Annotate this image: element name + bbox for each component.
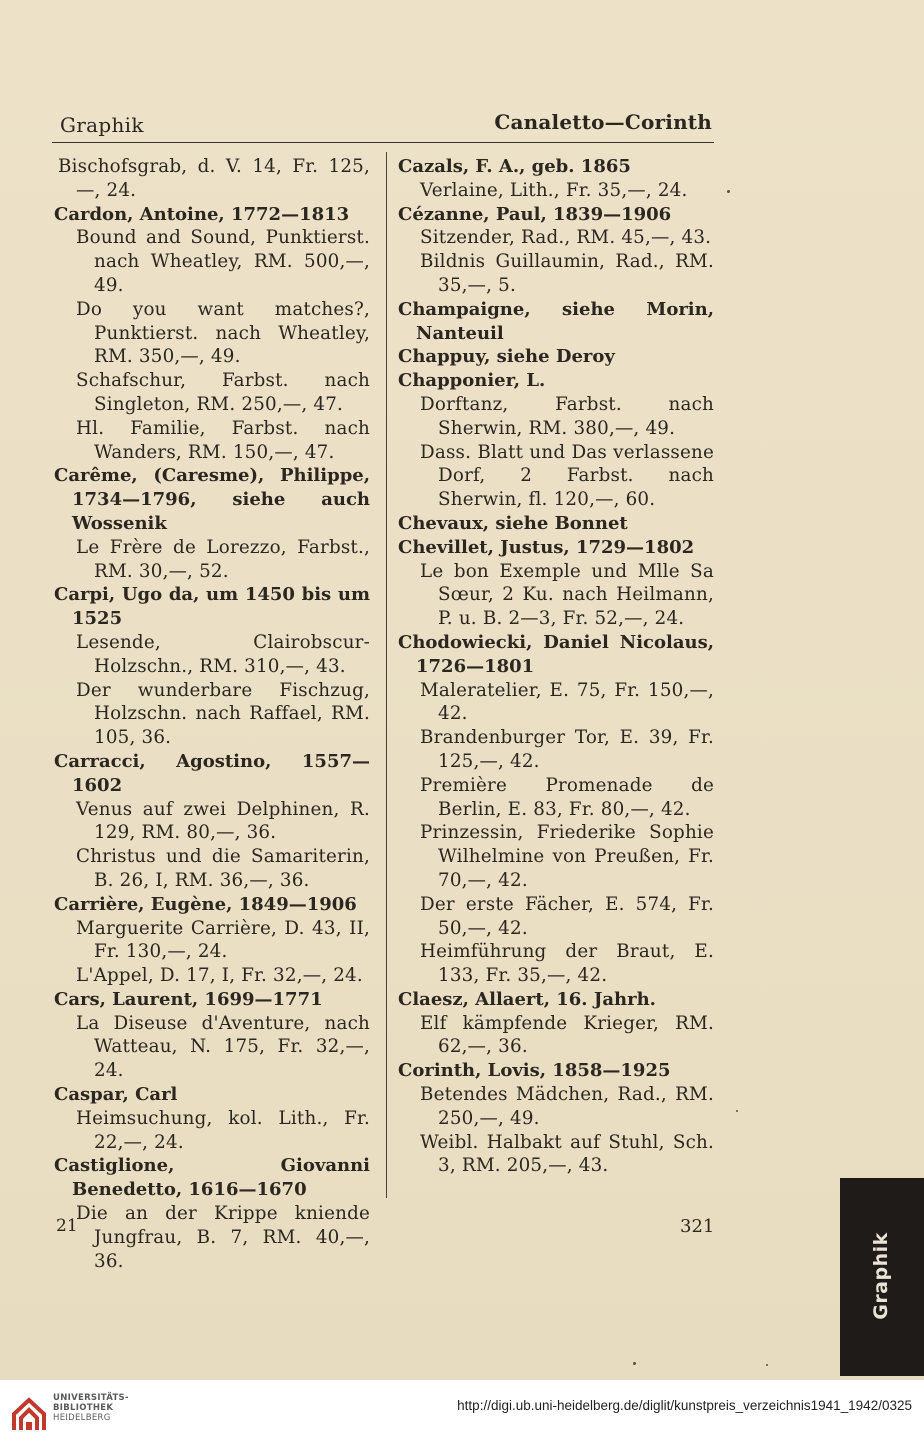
artist-heading: Carracci, Agostino, 1557—1602: [54, 750, 370, 796]
artwork-item: Lesende, Clairobscur-Holzschn., RM. 310,—, 43.: [76, 631, 370, 677]
page-number: 321: [680, 1216, 715, 1237]
thumb-index-label: Graphik: [870, 1232, 892, 1320]
left-column: [54, 155, 370, 1273]
artwork-item: Die an der Krippe kniende Jungfrau, B. 7, RM. 40,—, 36.: [76, 1203, 370, 1272]
artwork-item: Verlaine, Lith., Fr. 35,—, 24.: [420, 179, 688, 201]
artist-heading: Chappuy, siehe Deroy: [398, 346, 615, 368]
artwork-item: Prinzessin, Friederike Sophie Wilhelmine von Preußen, Fr. 70,—, 42.: [420, 822, 714, 891]
artist-heading: Corinth, Lovis, 1858—1925: [398, 1060, 671, 1082]
artwork-item: Sitzender, Rad., RM. 45,—, 43.: [420, 227, 712, 249]
artist-heading: Chevillet, Justus, 1729—1802: [398, 536, 695, 558]
running-head-section: Graphik: [60, 113, 144, 137]
artwork-item: Première Promenade de Berlin, E. 83, Fr. 80,—, 42.: [420, 774, 714, 820]
artwork-item: Maleratelier, E. 75, Fr. 150,—, 42.: [420, 679, 714, 725]
continued-item: Bischofsgrab, d. V. 14, Fr. 125,—, 24.: [58, 156, 370, 201]
signature-mark: 21: [56, 1216, 78, 1236]
scan-speck: [633, 1362, 636, 1365]
column-divider: [386, 152, 387, 1198]
artwork-item: Do you want matches?, Punktierst. nach Wheatley, RM. 350,—, 49.: [76, 298, 370, 368]
artwork-item: Bound and Sound, Punktierst. nach Wheatley, RM. 500,—, 49.: [76, 227, 370, 296]
right-column: [398, 155, 714, 1178]
artwork-item: Elf kämpfende Krieger, RM. 62,—, 36.: [420, 1012, 714, 1058]
library-name-line2: BIBLIOTHEK: [53, 1403, 114, 1413]
artwork-item: Bildnis Guillaumin, Rad., RM. 35,—, 5.: [420, 251, 714, 296]
artwork-item: Weibl. Halbakt auf Stuhl, Sch. 3, RM. 205,—, 43.: [420, 1131, 714, 1177]
artist-heading: Chapponier, L.: [398, 370, 546, 392]
artwork-item: Schafschur, Farbst. nach Singleton, RM. 250,—, 47.: [76, 370, 370, 415]
artwork-item: Heimsuchung, kol. Lith., Fr. 22,—, 24.: [76, 1107, 370, 1153]
permalink-url[interactable]: http://digi.ub.uni-heidelberg.de/diglit/kunstpreis_verzeichnis1941_1942/0325: [457, 1398, 912, 1413]
artist-heading: Carême, (Caresme), Philippe, 1734—1796, siehe auch Wossenik: [54, 465, 370, 534]
scan-speck: [766, 1364, 768, 1366]
running-head-range: Canaletto—Corinth: [494, 110, 712, 134]
library-name[interactable]: [53, 1393, 129, 1423]
artist-heading: Cars, Laurent, 1699—1771: [54, 988, 323, 1010]
artist-heading: Castiglione, Giovanni Benedetto, 1616—1670: [54, 1155, 370, 1201]
scan-speck: [736, 1110, 738, 1112]
artwork-item: Der erste Fächer, E. 574, Fr. 50,—, 42.: [420, 893, 714, 939]
scan-speck: [727, 190, 730, 193]
library-name-line1: UNIVERSITÄTS-: [53, 1393, 129, 1403]
artwork-item: Hl. Familie, Farbst. nach Wanders, RM. 150,—, 47.: [76, 417, 370, 463]
header-rule: [52, 142, 714, 143]
artwork-item: L'Appel, D. 17, I, Fr. 32,—, 24.: [76, 965, 363, 987]
artwork-item: Marguerite Carrière, D. 43, II, Fr. 130,—, 24.: [76, 917, 370, 963]
artwork-item: Dorftanz, Farbst. nach Sherwin, RM. 380,—, 49.: [420, 393, 714, 439]
artist-heading: Cézanne, Paul, 1839—1906: [398, 203, 672, 225]
viewer-footer-bar: [0, 1380, 924, 1444]
artist-heading: Cardon, Antoine, 1772—1813: [54, 203, 350, 225]
artist-heading: Cazals, F. A., geb. 1865: [398, 156, 631, 177]
artist-heading: Champaigne, siehe Morin, Nanteuil: [398, 298, 714, 344]
artist-heading: Carrière, Eugène, 1849—1906: [54, 893, 357, 915]
artwork-item: Heimführung der Braut, E. 133, Fr. 35,—, 42.: [420, 941, 714, 987]
artwork-item: La Diseuse d'Aventure, nach Watteau, N. 175, Fr. 32,—, 24.: [76, 1012, 370, 1082]
artwork-item: Le bon Exemple und Mlle Sa Sœur, 2 Ku. nach Heilmann, P. u. B. 2—3, Fr. 52,—, 24.: [420, 560, 714, 630]
artwork-item: Christus und die Samariterin, B. 26, I, RM. 36,—, 36.: [76, 846, 370, 891]
artwork-item: Venus auf zwei Delphinen, R. 129, RM. 80,—, 36.: [76, 798, 370, 844]
artist-heading: Carpi, Ugo da, um 1450 bis um 1525: [54, 584, 370, 630]
artwork-item: Betendes Mädchen, Rad., RM. 250,—, 49.: [420, 1084, 714, 1129]
artwork-item: Der wunderbare Fischzug, Holzschn. nach Raffael, RM. 105, 36.: [76, 679, 370, 749]
university-library-logo-icon[interactable]: [10, 1388, 48, 1434]
artist-heading: Claesz, Allaert, 16. Jahrh.: [398, 988, 656, 1010]
artist-heading: Chodowiecki, Daniel Nicolaus, 1726—1801: [398, 631, 714, 677]
artwork-item: Brandenburger Tor, E. 39, Fr. 125,—, 42.: [420, 727, 714, 772]
artwork-item: Le Frère de Lorezzo, Farbst., RM. 30,—, 52.: [76, 536, 370, 582]
artist-heading: Caspar, Carl: [54, 1084, 178, 1106]
artwork-item: Dass. Blatt und Das verlassene Dorf, 2 Farbst. nach Sherwin, fl. 120,—, 60.: [420, 441, 714, 511]
thumb-index-tab: [840, 1178, 924, 1376]
library-name-line3: HEIDELBERG: [53, 1413, 111, 1423]
artist-heading: Chevaux, siehe Bonnet: [398, 512, 628, 534]
